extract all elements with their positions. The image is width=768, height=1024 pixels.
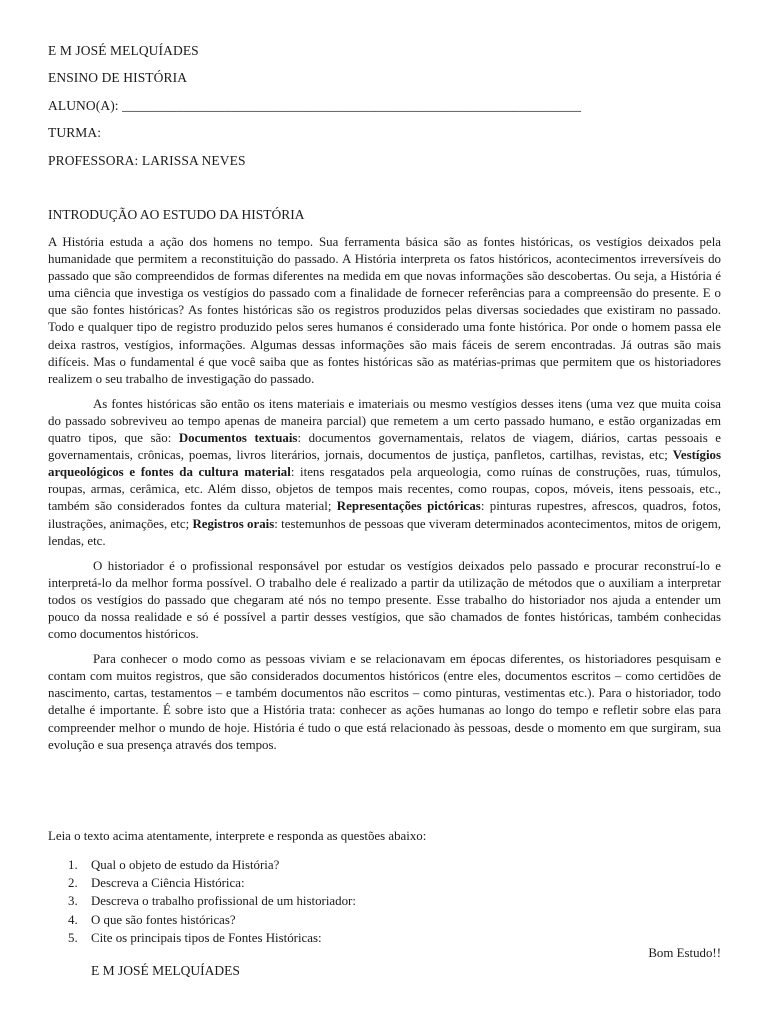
class-label: TURMA: [48, 125, 102, 140]
question-number: 5. [68, 930, 78, 945]
paragraph-2-text-2: : documentos governamentais, relatos de viagem, diários, cartas pessoais e governamentais, crônicas, poemas, livros literários, jornais, documentos de justiça, panfletos, cartilhas, revistas, etc; [48, 431, 721, 463]
paragraph-2-text-4: : pinturas rupestres, afrescos, quadros, fotos, ilustrações, animações, etc; [48, 499, 721, 531]
question-item [48, 892, 548, 910]
question-number: 4. [68, 912, 78, 927]
student-name-line: ALUNO(A): ___________________________________________________________________ [48, 98, 582, 113]
footer-school-name: E M JOSÉ MELQUÍADES [91, 963, 240, 978]
question-number: 3. [68, 894, 78, 909]
term-documentos-textuais: Documentos textuais [178, 431, 298, 446]
paragraph-2-text-5: : testemunhos de pessoas que viveram determinados acontecimentos, mitos de origem, lendas, etc. [48, 516, 721, 548]
term-vestigios-arqueologicos: Vestígios arqueológicos e fontes da cultura material [48, 448, 721, 480]
closing-note: Bom Estudo!! [648, 946, 721, 960]
question-item [48, 874, 548, 892]
question-item [48, 911, 548, 929]
term-representacoes-pictoricas: Representações pictóricas [336, 499, 481, 514]
paragraph-3: O historiador é o profissional responsável por estudar os vestígios deixados pelo passado e procurar reconstruí-lo e interpretá-lo da melhor forma possível. O trabalho dele é realizado a partir da utilização de métodos que o auxiliam a interpretar todos os vestígios do passado que chegaram até nós no tempo presente. Esse trabalho do historiador nos ajuda a entender um pouco da nossa realidade e só é possível a partir desses vestígios, que são chamados de fontes históricas, também conhecidas como documentos históricos. [48, 558, 721, 642]
paragraph-4: Para conhecer o modo como as pessoas viviam e se relacionavam em épocas diferentes, os historiadores pesquisam e contam com muitos registros, que são considerados documentos históricos (entre eles, documentos escritos – como certidões de nascimento, cartas, testamentos – e também documentos não escritos – como pinturas, vestimentas etc.). Para o historiador, todo detalhe é importante. É sobre isto que a História trata: conhecer as ações humanas ao longo do tempo e refletir sobre elas para compreender melhor o mundo de hoje. História é tudo o que está relacionado às pessoas, desde o momento em que surgiram, sua evolução e sua presença através dos tempos. [48, 652, 721, 752]
teacher-name: PROFESSORA: LARISSA NEVES [48, 153, 246, 168]
question-number: 2. [68, 876, 78, 891]
paragraph-1: A História estuda a ação dos homens no tempo. Sua ferramenta básica são as fontes históricas, os vestígios deixados pela humanidade que permitem a reconstituição do passado. A História interpreta os fatos históricos, acontecimentos irreversíveis do passado que são compreendidos de formas diferentes na medida em que novas informações são descobertas. Ou seja, a História é uma ciência que investiga os vestígios do passado com a finalidade de fornecer referências para a compreensão do presente. E o que são fontes históricas? As fontes históricas são os registros produzidos pelas diversas sociedades que existiram no passado. Todo e qualquer tipo de registro produzido pelos seres humanos é considerado uma fonte histórica. Por onde o homem passa ele deixa rastros, vestígios, informações. Algumas dessas informações são mais fáceis de serem encontradas. Já outras são mais difíceis. Mas o fundamental é que você saiba que as fontes históricas são as matérias-primas que permitem que os historiadores realizem o seu trabalho de investigação do passado. [48, 235, 721, 386]
question-item [48, 856, 548, 874]
question-item [48, 929, 548, 947]
article-body [48, 234, 721, 762]
paragraph-2-text-1: As fontes históricas são então os itens materiais e imateriais ou mesmo vestígios desses itens (uma vez que muita coisa do passado sobreviveu ao tempo apenas de maneira parcial) que remetem a um certo passado humano, e estão organizadas em quatro tipos, que são: [48, 396, 721, 446]
school-name: E M JOSÉ MELQUÍADES [48, 43, 199, 58]
term-registros-orais: Registros orais [192, 516, 275, 531]
section-title: INTRODUÇÃO AO ESTUDO DA HISTÓRIA [48, 207, 305, 222]
question-text: Descreva o trabalho profissional de um historiador: [91, 894, 356, 909]
question-number: 1. [68, 858, 78, 872]
question-text: Descreva a Ciência Histórica: [91, 876, 245, 891]
paragraph-2-text-3: : itens resgatados pela arqueologia, como ruínas de construções, ruas, túmulos, roupas, armas, cerâmica, etc. Além disso, objetos de tempos mais recentes, como roupas, copos, móveis, itens pessoais, etc., também são considerados fontes da cultura material; [48, 465, 721, 514]
question-text: Cite os principais tipos de Fontes Históricas: [91, 930, 322, 945]
subject-name: ENSINO DE HISTÓRIA [48, 70, 188, 85]
question-text: Qual o objeto de estudo da História? [91, 858, 280, 872]
questions-prompt: Leia o texto acima atentamente, interprete e responda as questões abaixo: [48, 829, 427, 843]
question-text: O que são fontes históricas? [91, 912, 236, 927]
paragraph-2 [48, 396, 721, 550]
questions-list [48, 856, 548, 947]
